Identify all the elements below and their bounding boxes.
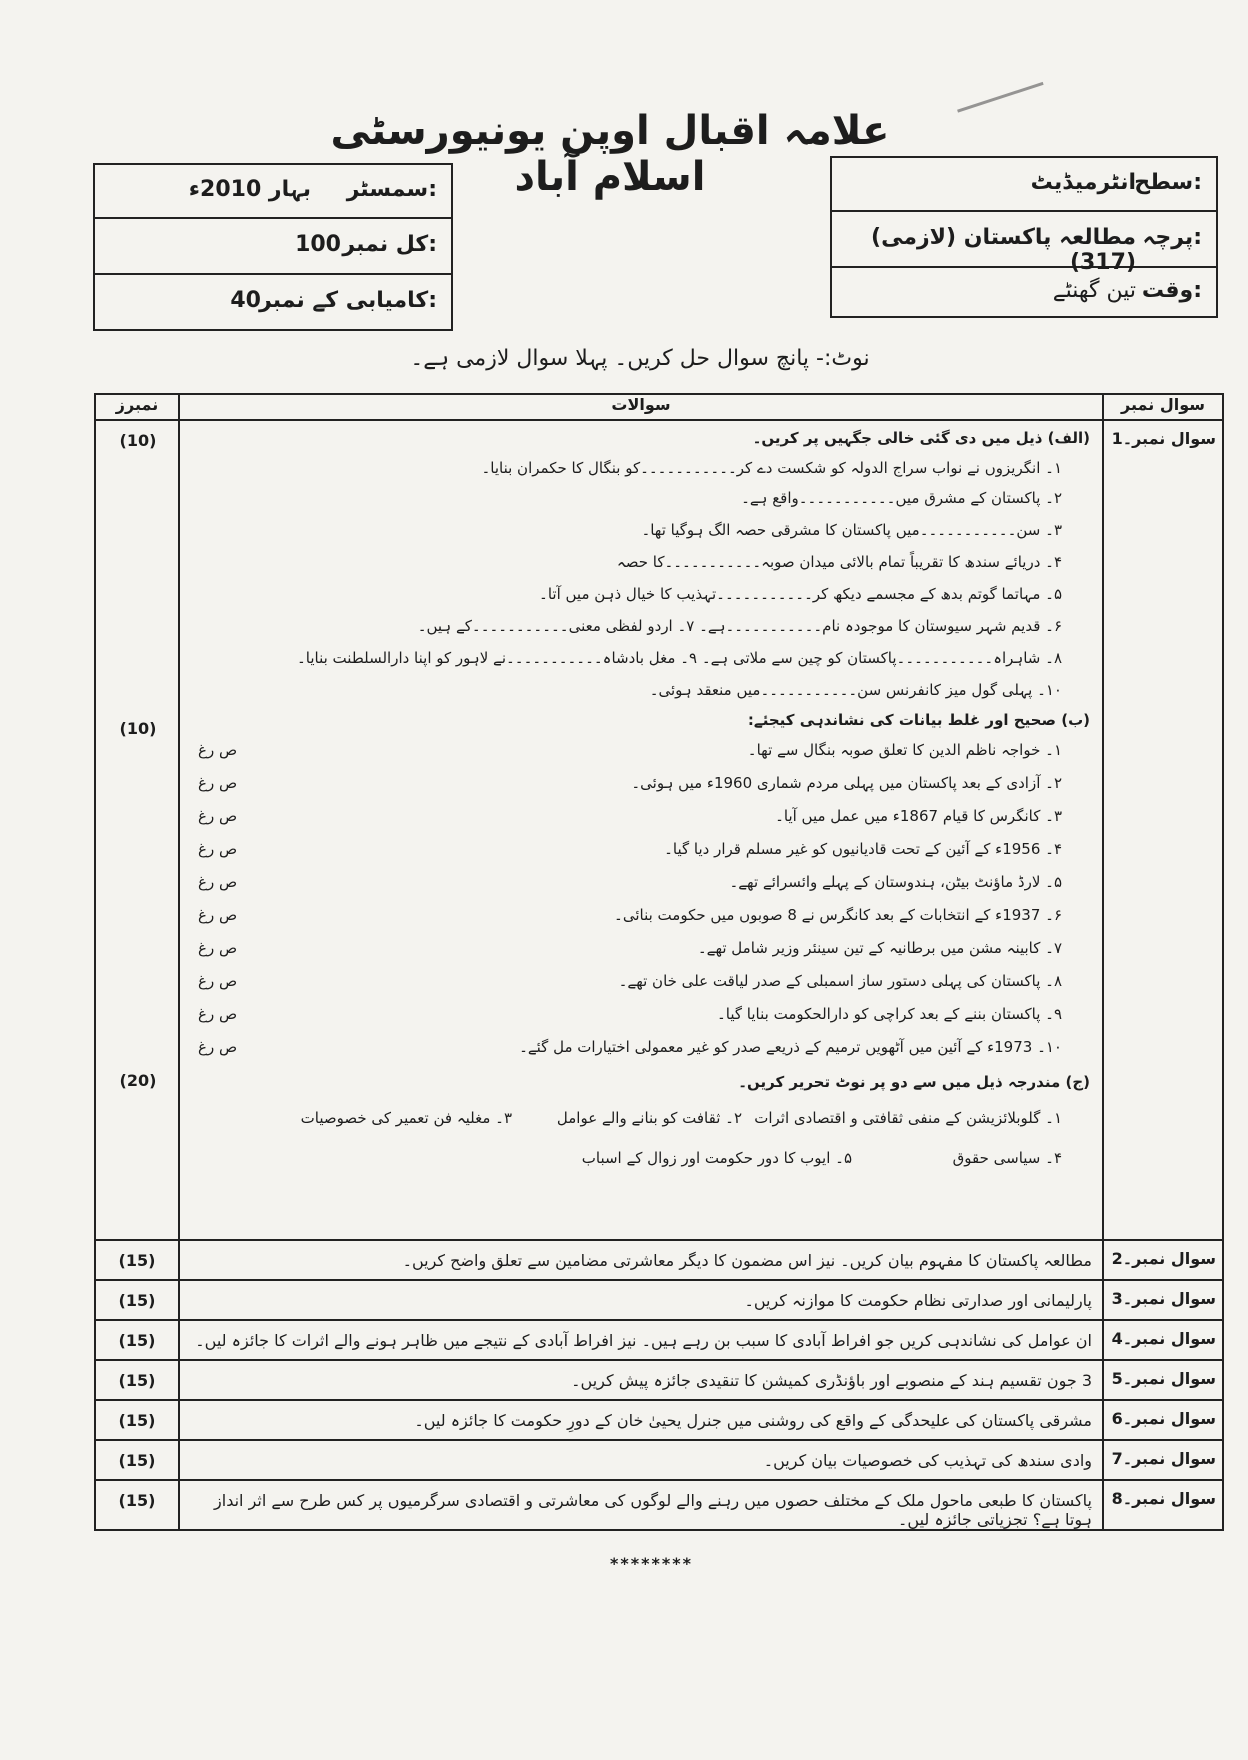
q6-number: سوال نمبر۔6 <box>1103 1400 1223 1440</box>
header-number: سوال نمبر <box>1103 394 1223 420</box>
semester-row <box>95 165 451 219</box>
total-marks-label: کل نمبر: <box>342 232 437 257</box>
q1b-tf-8: ص رغ <box>198 972 238 990</box>
time-label: وقت: <box>1141 278 1202 303</box>
header-marks: نمبرز <box>95 394 179 420</box>
q3-text: پارلیمانی اور صدارتی نظام حکومت کا موازنہ کریں۔ <box>179 1280 1103 1320</box>
time-value: تین گھنٹے <box>1052 278 1136 303</box>
exam-info-box-left <box>93 163 453 331</box>
q1b-tf-4: ص رغ <box>198 840 238 858</box>
table-row-q1 <box>95 420 1223 1240</box>
q7-text: وادی سندھ کی تہذیب کی خصوصیات بیان کریں۔ <box>179 1440 1103 1480</box>
q1b-tf-5: ص رغ <box>198 873 238 891</box>
exam-info-box-right <box>830 156 1218 318</box>
q1a-item-10: ۱۰۔ پہلی گول میز کانفرنس سن۔۔۔۔۔۔۔۔۔۔۔میں منعقد ہوئی۔ <box>649 681 1062 699</box>
q1a-item-4: ۴۔ دریائے سندھ کا تقریباً تمام بالائی میدان صوبہ۔۔۔۔۔۔۔۔۔۔۔کا حصہ <box>616 553 1062 571</box>
q1c-item-1: ۱۔ گلوبلائزیشن کے منفی ثقافتی و اقتصادی اثرات <box>754 1109 1062 1127</box>
q5-number: سوال نمبر۔5 <box>1103 1360 1223 1400</box>
pass-marks-label: کامیابی کے نمبر: <box>259 288 437 313</box>
level-value: انٹرمیڈیٹ <box>1030 170 1136 195</box>
paper-value: مطالعہ پاکستان (لازمی) (317) <box>871 225 1136 275</box>
q1a-item-1: ۱۔ انگریزوں نے نواب سراج الدولہ کو شکست دے کر۔۔۔۔۔۔۔۔۔۔۔کو بنگال کا حکمران بنایا۔ <box>481 459 1062 477</box>
q1b-tf-3: ص رغ <box>198 807 238 825</box>
instruction-note: نوٹ:- پانچ سوال حل کریں۔ پہلا سوال لازمی ہے۔ <box>410 346 870 371</box>
q1-marks-cell <box>95 420 179 1240</box>
pass-marks-row <box>95 275 451 329</box>
q1b-item-2: ۲۔ آزادی کے بعد پاکستان میں پہلی مردم شماری 1960ء میں ہوئی۔ <box>631 774 1062 792</box>
q1b-tf-9: ص رغ <box>198 1005 238 1023</box>
q1a-item-5: ۵۔ مہاتما گوتم بدھ کے مجسمے دیکھ کر۔۔۔۔۔۔۔۔۔۔۔تہذیب کا خیال ذہن میں آتا۔ <box>539 585 1062 603</box>
q1-body <box>179 420 1103 1240</box>
q1a-item-6: ۶۔ قدیم شہر سیوستان کا موجودہ نام۔۔۔۔۔۔۔۔۔۔۔ہے۔ ۷۔ اردو لفظی معنی۔۔۔۔۔۔۔۔۔۔۔کے ہیں۔ <box>417 617 1062 635</box>
q4-text: ان عوامل کی نشاندہی کریں جو افراط آبادی کا سبب بن رہے ہیں۔ نیز افراط آبادی کے نتیجے میں ظاہر ہونے والے اثرات کا جائزہ لیں۔ <box>179 1320 1103 1360</box>
q1b-item-8: ۸۔ پاکستان کی پہلی دستور ساز اسمبلی کے صدر لیاقت علی خان تھے۔ <box>618 972 1062 990</box>
table-row-q8 <box>95 1480 1223 1530</box>
semester-label: سمسٹر: <box>346 177 437 202</box>
pass-marks-value: 40 <box>230 288 261 313</box>
q8-number: سوال نمبر۔8 <box>1103 1480 1223 1530</box>
q1c-item-4: ۴۔ سیاسی حقوق <box>952 1149 1062 1167</box>
q7-number: سوال نمبر۔7 <box>1103 1440 1223 1480</box>
paper-label: پرچہ: <box>1142 225 1202 250</box>
q2-marks: (15) <box>95 1240 179 1280</box>
q1b-tf-10: ص رغ <box>198 1038 238 1056</box>
q1a-heading: (الف) ذیل میں دی گئی خالی جگہیں پر کریں۔ <box>752 429 1090 447</box>
q1b-tf-6: ص رغ <box>198 906 238 924</box>
level-row <box>832 158 1216 212</box>
table-row-q7 <box>95 1440 1223 1480</box>
q7-marks: (15) <box>95 1440 179 1480</box>
q1b-item-3: ۳۔ کانگرس کا قیام 1867ء میں عمل میں آیا۔ <box>775 807 1062 825</box>
q1b-marks: (10) <box>119 719 157 738</box>
questions-table <box>94 393 1224 1531</box>
table-row-q3 <box>95 1280 1223 1320</box>
table-row-q6 <box>95 1400 1223 1440</box>
q1c-marks: (20) <box>119 1071 157 1090</box>
q8-marks: (15) <box>95 1480 179 1530</box>
q1b-item-10: ۱۰۔ 1973ء کے آئین میں آٹھویں ترمیم کے ذریعے صدر کو غیر معمولی اختیارات مل گئے۔ <box>519 1038 1062 1056</box>
pen-mark <box>957 82 1053 141</box>
table-row-q5 <box>95 1360 1223 1400</box>
q1c-heading: (ج) مندرجہ ذیل میں سے دو پر نوٹ تحریر کریں۔ <box>738 1073 1090 1091</box>
q1b-tf-2: ص رغ <box>198 774 238 792</box>
q1a-item-8: ۸۔ شاہراہ۔۔۔۔۔۔۔۔۔۔۔پاکستان کو چین سے ملاتی ہے۔ ۹۔ مغل بادشاہ۔۔۔۔۔۔۔۔۔۔۔نے لاہور کو اپنا دارالسلطنت بنایا۔ <box>296 649 1062 667</box>
q6-marks: (15) <box>95 1400 179 1440</box>
q1b-item-6: ۶۔ 1937ء کے انتخابات کے بعد کانگرس نے 8 صوبوں میں حکومت بنائی۔ <box>614 906 1062 924</box>
q1c-item-2: ۲۔ ثقافت کو بنانے والے عوامل <box>556 1109 742 1127</box>
university-title: علامہ اقبال اوپن یونیورسٹی اسلام آباد <box>330 108 890 200</box>
q1a-item-3: ۳۔ سن۔۔۔۔۔۔۔۔۔۔۔میں پاکستان کا مشرقی حصہ الگ ہوگیا تھا۔ <box>641 521 1062 539</box>
q1b-item-9: ۹۔ پاکستان بننے کے بعد کراچی کو دارالحکومت بنایا گیا۔ <box>717 1005 1062 1023</box>
q1a-item-2: ۲۔ پاکستان کے مشرق میں۔۔۔۔۔۔۔۔۔۔۔واقع ہے۔ <box>741 489 1062 507</box>
q3-number: سوال نمبر۔3 <box>1103 1280 1223 1320</box>
q1-number: سوال نمبر۔1 <box>1103 420 1223 1240</box>
q1b-item-1: ۱۔ خواجہ ناظم الدین کا تعلق صوبہ بنگال سے تھا۔ <box>747 741 1062 759</box>
q1a-marks: (10) <box>119 431 157 450</box>
q4-number: سوال نمبر۔4 <box>1103 1320 1223 1360</box>
q1b-item-5: ۵۔ لارڈ ماؤنٹ بیٹن، ہندوستان کے پہلے وائسرائے تھے۔ <box>729 873 1062 891</box>
q5-marks: (15) <box>95 1360 179 1400</box>
q3-marks: (15) <box>95 1280 179 1320</box>
q4-marks: (15) <box>95 1320 179 1360</box>
q1b-tf-7: ص رغ <box>198 939 238 957</box>
q1c-item-5: ۵۔ ایوب کا دور حکومت اور زوال کے اسباب <box>581 1149 852 1167</box>
q2-text: مطالعہ پاکستان کا مفہوم بیان کریں۔ نیز اس مضمون کا دیگر معاشرتی مضامین سے تعلق واضح کریں۔ <box>179 1240 1103 1280</box>
header-questions: سوالات <box>179 394 1103 420</box>
paper-row <box>832 212 1216 275</box>
q6-text: مشرقی پاکستان کی علیحدگی کے واقع کی روشنی میں جنرل یحییٰ خان کے دورِ حکومت کا جائزہ لیں۔ <box>179 1400 1103 1440</box>
table-row-q4 <box>95 1320 1223 1360</box>
end-marker: ******** <box>610 1554 693 1573</box>
total-marks-row <box>95 219 451 275</box>
total-marks-value: 100 <box>295 232 341 257</box>
q2-number: سوال نمبر۔2 <box>1103 1240 1223 1280</box>
q1c-item-3: ۳۔ مغلیہ فن تعمیر کی خصوصیات <box>300 1109 512 1127</box>
table-row-q2 <box>95 1240 1223 1280</box>
q1b-tf-1: ص رغ <box>198 741 238 759</box>
q1b-item-4: ۴۔ 1956ء کے آئین کے تحت قادیانیوں کو غیر مسلم قرار دیا گیا۔ <box>664 840 1062 858</box>
q5-text: 3 جون تقسیم ہند کے منصوبے اور باؤنڈری کمیشن کا تنقیدی جائزہ پیش کریں۔ <box>179 1360 1103 1400</box>
q1b-heading: (ب) صحیح اور غلط بیانات کی نشاندہی کیجئے: <box>747 711 1090 729</box>
q8-text: پاکستان کا طبعی ماحول ملک کے مختلف حصوں میں رہنے والے لوگوں کی معاشرتی و اقتصادی سرگرمیوں پر کس طرح سے اثر انداز ہوتا ہے؟ تجزیاتی جائزہ لیں۔ <box>179 1480 1103 1530</box>
semester-value: بہار 2010ء <box>188 177 311 202</box>
time-row <box>832 268 1216 316</box>
q1b-item-7: ۷۔ کابینہ مشن میں برطانیہ کے تین سینئر وزیر شامل تھے۔ <box>697 939 1062 957</box>
level-label: سطح: <box>1134 170 1202 195</box>
